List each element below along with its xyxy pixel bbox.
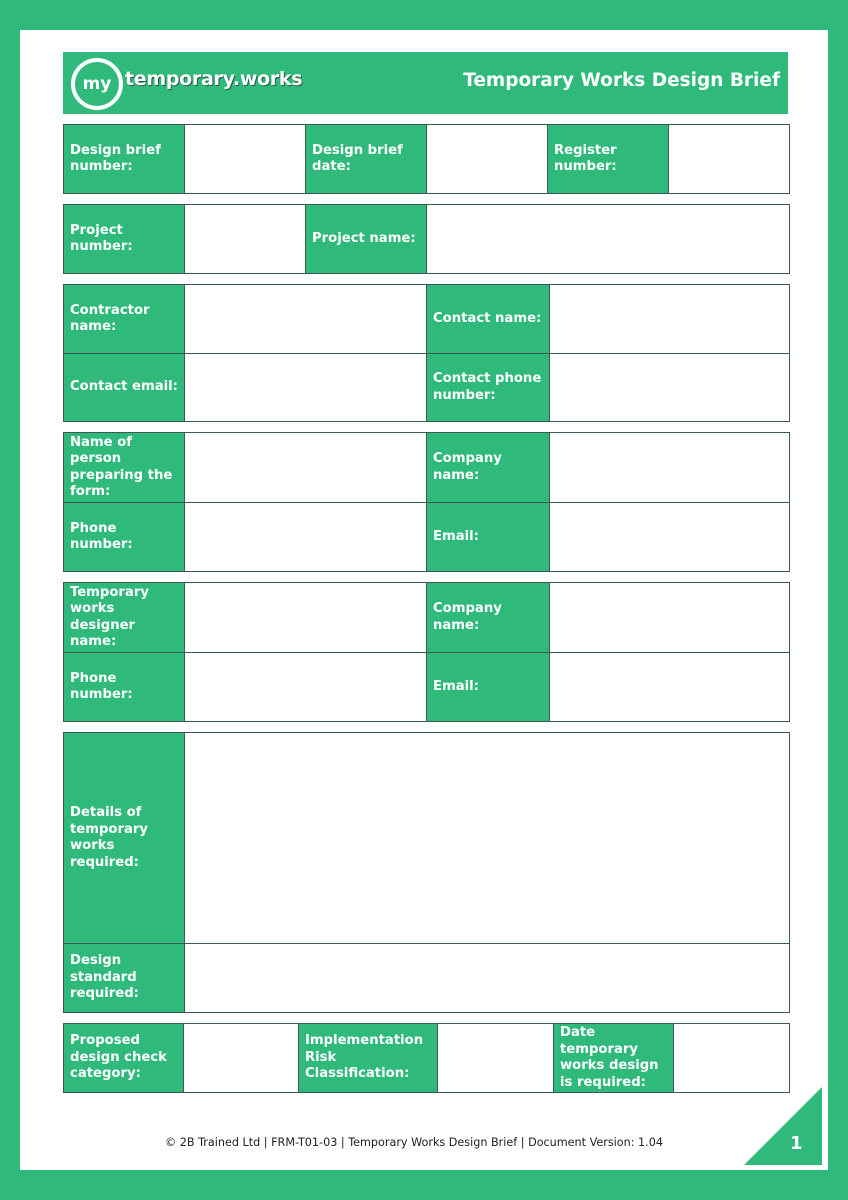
designer-company-field[interactable] (550, 583, 790, 653)
contact-email-field[interactable] (185, 354, 427, 422)
details-field[interactable] (185, 733, 790, 944)
details-label: Details of temporary works required: (64, 733, 185, 944)
project-number-label: Project number: (64, 205, 185, 274)
project-table (63, 204, 790, 274)
preparer-name-label: Name of person preparing the form: (64, 433, 185, 503)
logo-icon (71, 58, 123, 110)
designer-company-label: Company name: (427, 583, 550, 653)
design-standard-label: Design standard required: (64, 944, 185, 1013)
contact-name-label: Contact name: (427, 285, 550, 354)
contractor-table (63, 284, 790, 422)
date-required-field[interactable] (674, 1024, 790, 1093)
contractor-name-field[interactable] (185, 285, 427, 354)
register-number-field[interactable] (669, 125, 790, 194)
preparer-company-label: Company name: (427, 433, 550, 503)
risk-classification-label: Implementation Risk Classification: (299, 1024, 438, 1093)
footer-text: © 2B Trained Ltd | FRM-T01-03 | Temporary Works Design Brief | Document Version: 1.04 (165, 1136, 663, 1149)
contractor-name-label: Contractor name: (64, 285, 185, 354)
check-category-label: Proposed design check category: (64, 1024, 184, 1093)
register-number-label: Register number: (548, 125, 669, 194)
design-brief-date-label: Design brief date: (306, 125, 427, 194)
design-brief-number-label: Design brief number: (64, 125, 185, 194)
contact-email-label: Contact email: (64, 354, 185, 422)
preparer-company-field[interactable] (550, 433, 790, 503)
designer-name-label: Temporary works designer name: (64, 583, 185, 653)
brief-table (63, 124, 790, 194)
preparer-phone-label: Phone number: (64, 503, 185, 572)
preparer-table (63, 432, 790, 572)
page-corner-triangle-icon (744, 1087, 822, 1165)
designer-name-field[interactable] (185, 583, 427, 653)
designer-phone-field[interactable] (185, 653, 427, 722)
logo-prefix: my (82, 74, 112, 94)
preparer-email-label: Email: (427, 503, 550, 572)
designer-phone-label: Phone number: (64, 653, 185, 722)
classification-table (63, 1023, 790, 1093)
designer-email-label: Email: (427, 653, 550, 722)
check-category-field[interactable] (184, 1024, 299, 1093)
design-brief-date-field[interactable] (427, 125, 548, 194)
footer (20, 1136, 828, 1149)
details-table (63, 732, 790, 1013)
contact-phone-label: Contact phone number: (427, 354, 550, 422)
preparer-email-field[interactable] (550, 503, 790, 572)
logo-text: temporary.works (125, 68, 303, 90)
header-banner (63, 52, 788, 114)
preparer-name-field[interactable] (185, 433, 427, 503)
project-name-field[interactable] (427, 205, 790, 274)
designer-email-field[interactable] (550, 653, 790, 722)
date-required-label: Date temporary works design is required: (554, 1024, 674, 1093)
preparer-phone-field[interactable] (185, 503, 427, 572)
project-number-field[interactable] (185, 205, 306, 274)
page-title: Temporary Works Design Brief (463, 70, 780, 91)
document-page (20, 30, 828, 1170)
contact-phone-field[interactable] (550, 354, 790, 422)
risk-classification-field[interactable] (438, 1024, 554, 1093)
design-brief-number-field[interactable] (185, 125, 306, 194)
contact-name-field[interactable] (550, 285, 790, 354)
project-name-label: Project name: (306, 205, 427, 274)
design-standard-field[interactable] (185, 944, 790, 1013)
page-number: 1 (790, 1133, 803, 1154)
designer-table (63, 582, 790, 722)
